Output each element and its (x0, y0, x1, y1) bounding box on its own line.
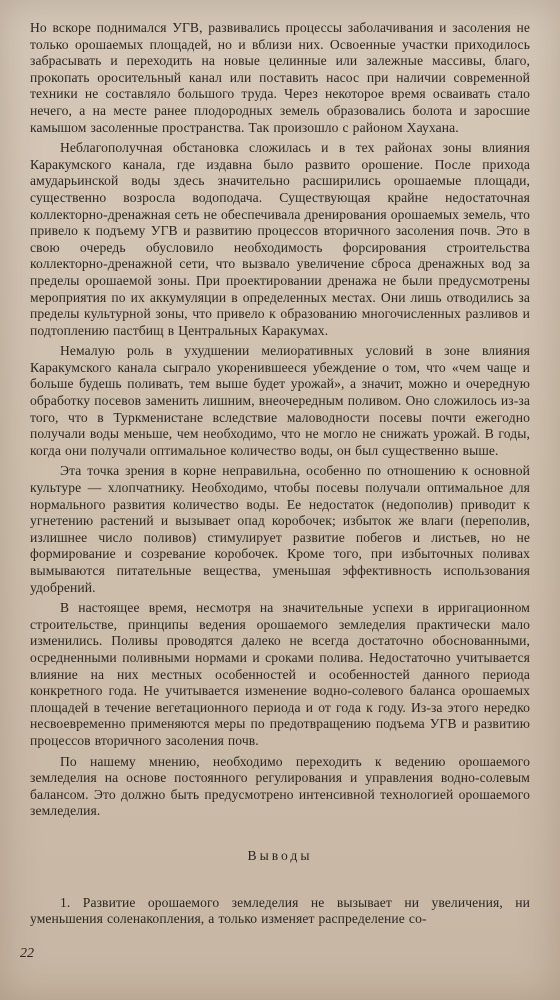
section-heading: Выводы (247, 847, 313, 863)
paragraph-5: В настоящее время, несмотря на значительные успехи в ирригационном строительстве, принципы ведения орошаемого земледелия практически мало изменились. Поливы проводятся далеко не всегда достаточно обоснованными, осредненными поливными нормами и сроками полива. Недостаточно учитывается влияние на них местных особенностей и особенностей данного периода конкретного года. Не учитывается изменение водно-солевого баланса орошаемых площадей в течение вегетационного периода и от года к году. Из-за этого нередко несвоевременно применяются меры по предотвращению подъема УГВ и развитию процессов вторичного засоления почв. (30, 600, 530, 748)
paragraph-3: Немалую роль в ухудшении мелиоративных условий в зоне влияния Каракумского канала сыграло укоренившееся убеждение о том, что «чем чаще и больше будешь поливать, тем выше будет урожай», а значит, можно и очередную обработку посевов заменить лишним, внеочередным поливом. Оно сложилось из-за того, что в Туркменистане вследствие маловодности посевы почти ежегодно получали воды меньше, чем необходимо, что не могло не снижать урожай. В годы, когда они получали оптимальное количество воды, он был существенно выше. (30, 343, 530, 458)
paragraph-2: Неблагополучная обстановка сложилась и в тех районах зоны влияния Каракумского канала, где издавна было развито орошение. После прихода амударьинской воды здесь значительно расширились орошаемые площади, существенно возросла водоподача. Существующая крайне недостаточная коллекторно-дренажная сеть не обеспечивала дренирования орошаемых земель, что привело к подъему УГВ и развитию процессов вторичного засоления почв. Это в свою очередь обусловило необходимость форсирования строительства коллекторно-дренажной сети, что вызвало увеличение сброса дренажных вод за пределы орошаемой зоны. При проектировании дренажа не были предусмотрены мероприятия по их аккумуляции в определенных местах. Они лишь отводились за пределы культурной зоны, что привело к образованию многочисленных разливов и подтоплению пастбищ в Центральных Каракумах. (30, 140, 530, 338)
page-body (30, 20, 530, 932)
paragraph-1: Но вскоре поднимался УГВ, развивались процессы заболачивания и засоления не только орошаемых площадей, но и вблизи них. Освоенные участки приходилось забрасывать и переходить на новые целинные или залежные массивы, благо, прокопать оросительный канал или поставить насос при наличии современной техники не составляло большого труда. Через некоторое время осваивать стало нечего, а на месте ранее плодородных земель образовались болота и заросшие камышом засоленные пространства. Так произошло с районом Хаухана. (30, 20, 530, 135)
paragraph-4: Эта точка зрения в корне неправильна, особенно по отношению к основной культуре — хлопчатнику. Необходимо, чтобы посевы получали оптимальное для нормального развития количество воды. Ее недостаток (недополив) приводит к угнетению растений и вызывает опад коробочек; избыток же влаги (переполив, излишнее число поливов) стимулирует развитие побегов и листьев, но не формирование и созревание коробочек. Кроме того, при избыточных поливах вымываются питательные вещества, уменьшая эффективность использования удобрений. (30, 463, 530, 595)
paragraph-6: По нашему мнению, необходимо переходить к ведению орошаемого земледелия на основе постоянного регулирования и управления водно-солевым балансом. Это должно быть предусмотрено интенсивной технологией орошаемого земледелия. (30, 753, 530, 819)
page-number: 22 (20, 946, 34, 961)
conclusion-paragraph: 1. Развитие орошаемого земледелия не вызывает ни увеличения, ни уменьшения соленакопления, а только изменяет распределение со- (30, 894, 530, 927)
